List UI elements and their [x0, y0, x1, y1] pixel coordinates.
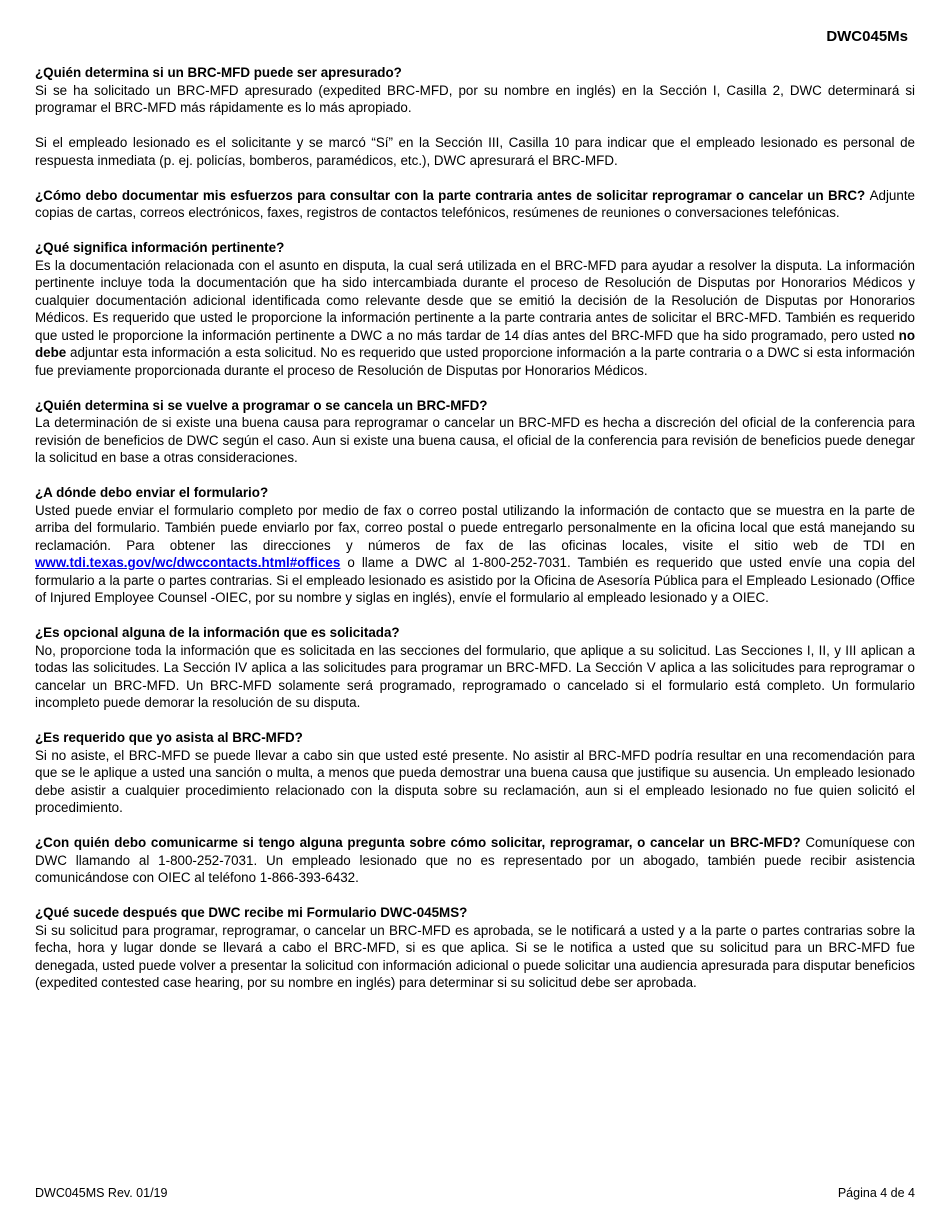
document-sections — [35, 64, 915, 1009]
paragraph — [35, 834, 915, 887]
text-run: Si su solicitud para programar, reprogramar, o cancelar un BRC-MFD es aprobada, se le notificará a usted y a la parte o partes contrarias sobre la fecha, hora y lugar donde se llevará a cabo el BRC-MFD, si es que aplica. Si se le notifica a usted que su solicitud para un BRC-MFD fue denegada, usted puede volver a presentar la solicitud con información adicional o puede solicitar una audiencia apresurada para disputar beneficios (expedited contested case hearing, por su nombre en inglés) para determinar si su solicitud debe ser aprobada. — [35, 922, 915, 990]
question-heading: ¿Con quién debo comunicarme si tengo alguna pregunta sobre cómo solicitar, reprogramar, o cancelar un BRC-MFD? — [35, 835, 806, 850]
question-heading: ¿Quién determina si un BRC-MFD puede ser apresurado? — [35, 65, 402, 80]
question-heading: ¿Qué significa información pertinente? — [35, 240, 285, 255]
text-run: Comuníquese con DWC llamando al 1-800-252-7031. Un empleado lesionado que no es representado por un abogado, también puede recibir asistencia comunicándose con OIEC al teléfono 1-866-393-6432. — [35, 835, 915, 885]
text-run: Adjunte copias de cartas, correos electrónicos, faxes, registros de contactos telefónicos, resúmenes de reuniones o conversaciones telefónicas. — [35, 187, 915, 220]
text-run: Es la documentación relacionada con el asunto en disputa, la cual será utilizada en el BRC-MFD para ayudar a resolver la disputa. La información pertinente incluye toda la documentación que ha sido intercambiada durante el proceso de Resolución de Disputas por Honorarios Médicos y cualquier documentación adicional identificada como relevante desde que se emitió la decisión de la Resolución de Disputas por Honorarios Médicos. Es requerido que usted le proporcione la información pertinente a la parte contraria antes de solicitar el BRC-MFD. También es requerido que usted le proporcione la información pertinente a DWC a no más tardar de 14 días antes del BRC-MFD que ha sido programado, pero usted — [35, 257, 915, 343]
section-como-documentar-esfuerzos — [35, 187, 915, 222]
question-heading: ¿A dónde debo enviar el formulario? — [35, 485, 269, 500]
paragraph — [35, 922, 915, 992]
section-que-sucede-despues — [35, 904, 915, 992]
text-run: Si no asiste, el BRC-MFD se puede llevar a cabo sin que usted esté presente. No asistir al BRC-MFD podría resultar en una recomendación para que se le aplique a usted una sanción o multa, a menos que pueda demostrar una buena causa que justifique su ausencia. Un empleado lesionado debe asistir a cualquier procedimiento relacionado con la disputa sobre su reclamación, aun si el empleado lesionado no fue quien solicitó el procedimiento. — [35, 747, 915, 815]
paragraph — [35, 747, 915, 817]
section-con-quien-comunicarme — [35, 834, 915, 887]
text-run: Usted puede enviar el formulario completo por medio de fax o correo postal utilizando la información de contacto que se muestra en la parte de arriba del formulario. También puede enviarlo por fax, correo postal o puede entregarlo personalmente en la oficina local que está manejando su reclamación. Para obtener las direcciones y números de fax de las oficinas locales, visite el sitio web de TDI en — [35, 502, 915, 553]
text-run: Si el empleado lesionado es el solicitante y se marcó “Sí” en la Sección III, Casilla 10 para indicar que el empleado lesionado es personal de respuesta inmediata (p. ej. policías, bomberos, paramédicos, etc.), DWC apresurará el BRC-MFD. — [35, 135, 915, 168]
paragraph — [35, 187, 915, 222]
tdi-contacts-link[interactable]: www.tdi.texas.gov/wc/dwccontacts.html#offices — [35, 555, 341, 570]
section-quien-determina-reprogramar-cancelar — [35, 397, 915, 467]
bold-text: no debe — [35, 327, 915, 360]
section-que-significa-informacion-pertinente — [35, 239, 915, 379]
text-run: No, proporcione toda la información que es solicitada en las secciones del formulario, que aplique a su solicitud. Las Secciones I, II, y III aplican a todas las solicitudes. La Sección IV aplica a las solicitudes para programar un BRC-MFD. La Sección V aplica a las solicitudes para reprogramar o cancelar un BRC-MFD. Un BRC-MFD solamente será programado, reprogramado o cancelado si el formulario está completo. Un formulario incompleto puede demorar la resolución de su disputa. — [35, 642, 915, 710]
text-run: La determinación de si existe una buena causa para reprogramar o cancelar un BRC-MFD es hecha a discreción del oficial de la conferencia para revisión de beneficios de DWC según el caso. Aun si existe una buena causa, el oficial de la conferencia para revisión de beneficios puede denegar la solicitud en base a otras consideraciones. — [35, 415, 915, 465]
text-run: Si se ha solicitado un BRC-MFD apresurado (expedited BRC-MFD, por su nombre en inglés) en la Sección I, Casilla 2, DWC determinará si programar el BRC-MFD más rápidamente es lo más apropiado. — [35, 82, 915, 115]
section-es-opcional-informacion — [35, 624, 915, 712]
question-heading: ¿Es requerido que yo asista al BRC-MFD? — [35, 730, 303, 745]
section-a-donde-enviar-formulario — [35, 484, 915, 607]
footer-page-number: Página 4 de 4 — [837, 1186, 915, 1200]
section-quien-determina-apresurado — [35, 64, 915, 169]
footer-revision: DWC045MS Rev. 01/19 — [35, 1186, 168, 1200]
page-footer — [35, 1186, 915, 1201]
text-run: o llame a DWC al 1-800-252-7031. También es requerido que usted envíe una copia del formulario a la parte o partes contrarias. Si el empleado lesionado es asistido por la Oficina de Asesoría Pública para el Empleado Lesionado (Office of Injured Employee Counsel -OIEC, por su nombre y siglas en inglés), envíe el formulario al empleado lesionado y a OIEC. — [35, 555, 915, 605]
question-heading: ¿Qué sucede después que DWC recibe mi Formulario DWC-045MS? — [35, 905, 468, 920]
question-heading: ¿Cómo debo documentar mis esfuerzos para consultar con la parte contraria antes de solicitar reprogramar o cancelar un BRC? — [35, 187, 870, 203]
text-run: adjuntar esta información a esta solicitud. No es requerido que usted proporcione información a la parte contraria o a DWC si esta información fue previamente proporcionada durante el proceso de Resolución de Disputas por Honorarios Médicos. — [35, 345, 915, 378]
question-heading: ¿Es opcional alguna de la información que es solicitada? — [35, 625, 400, 640]
paragraph — [35, 134, 915, 169]
paragraph — [35, 82, 915, 117]
form-code: DWC045Ms — [826, 28, 908, 45]
paragraph — [35, 642, 915, 712]
paragraph — [35, 257, 915, 380]
paragraph — [35, 502, 915, 607]
question-heading: ¿Quién determina si se vuelve a programar o se cancela un BRC-MFD? — [35, 397, 488, 413]
paragraph — [35, 414, 915, 467]
section-es-requerido-asistir — [35, 729, 915, 817]
